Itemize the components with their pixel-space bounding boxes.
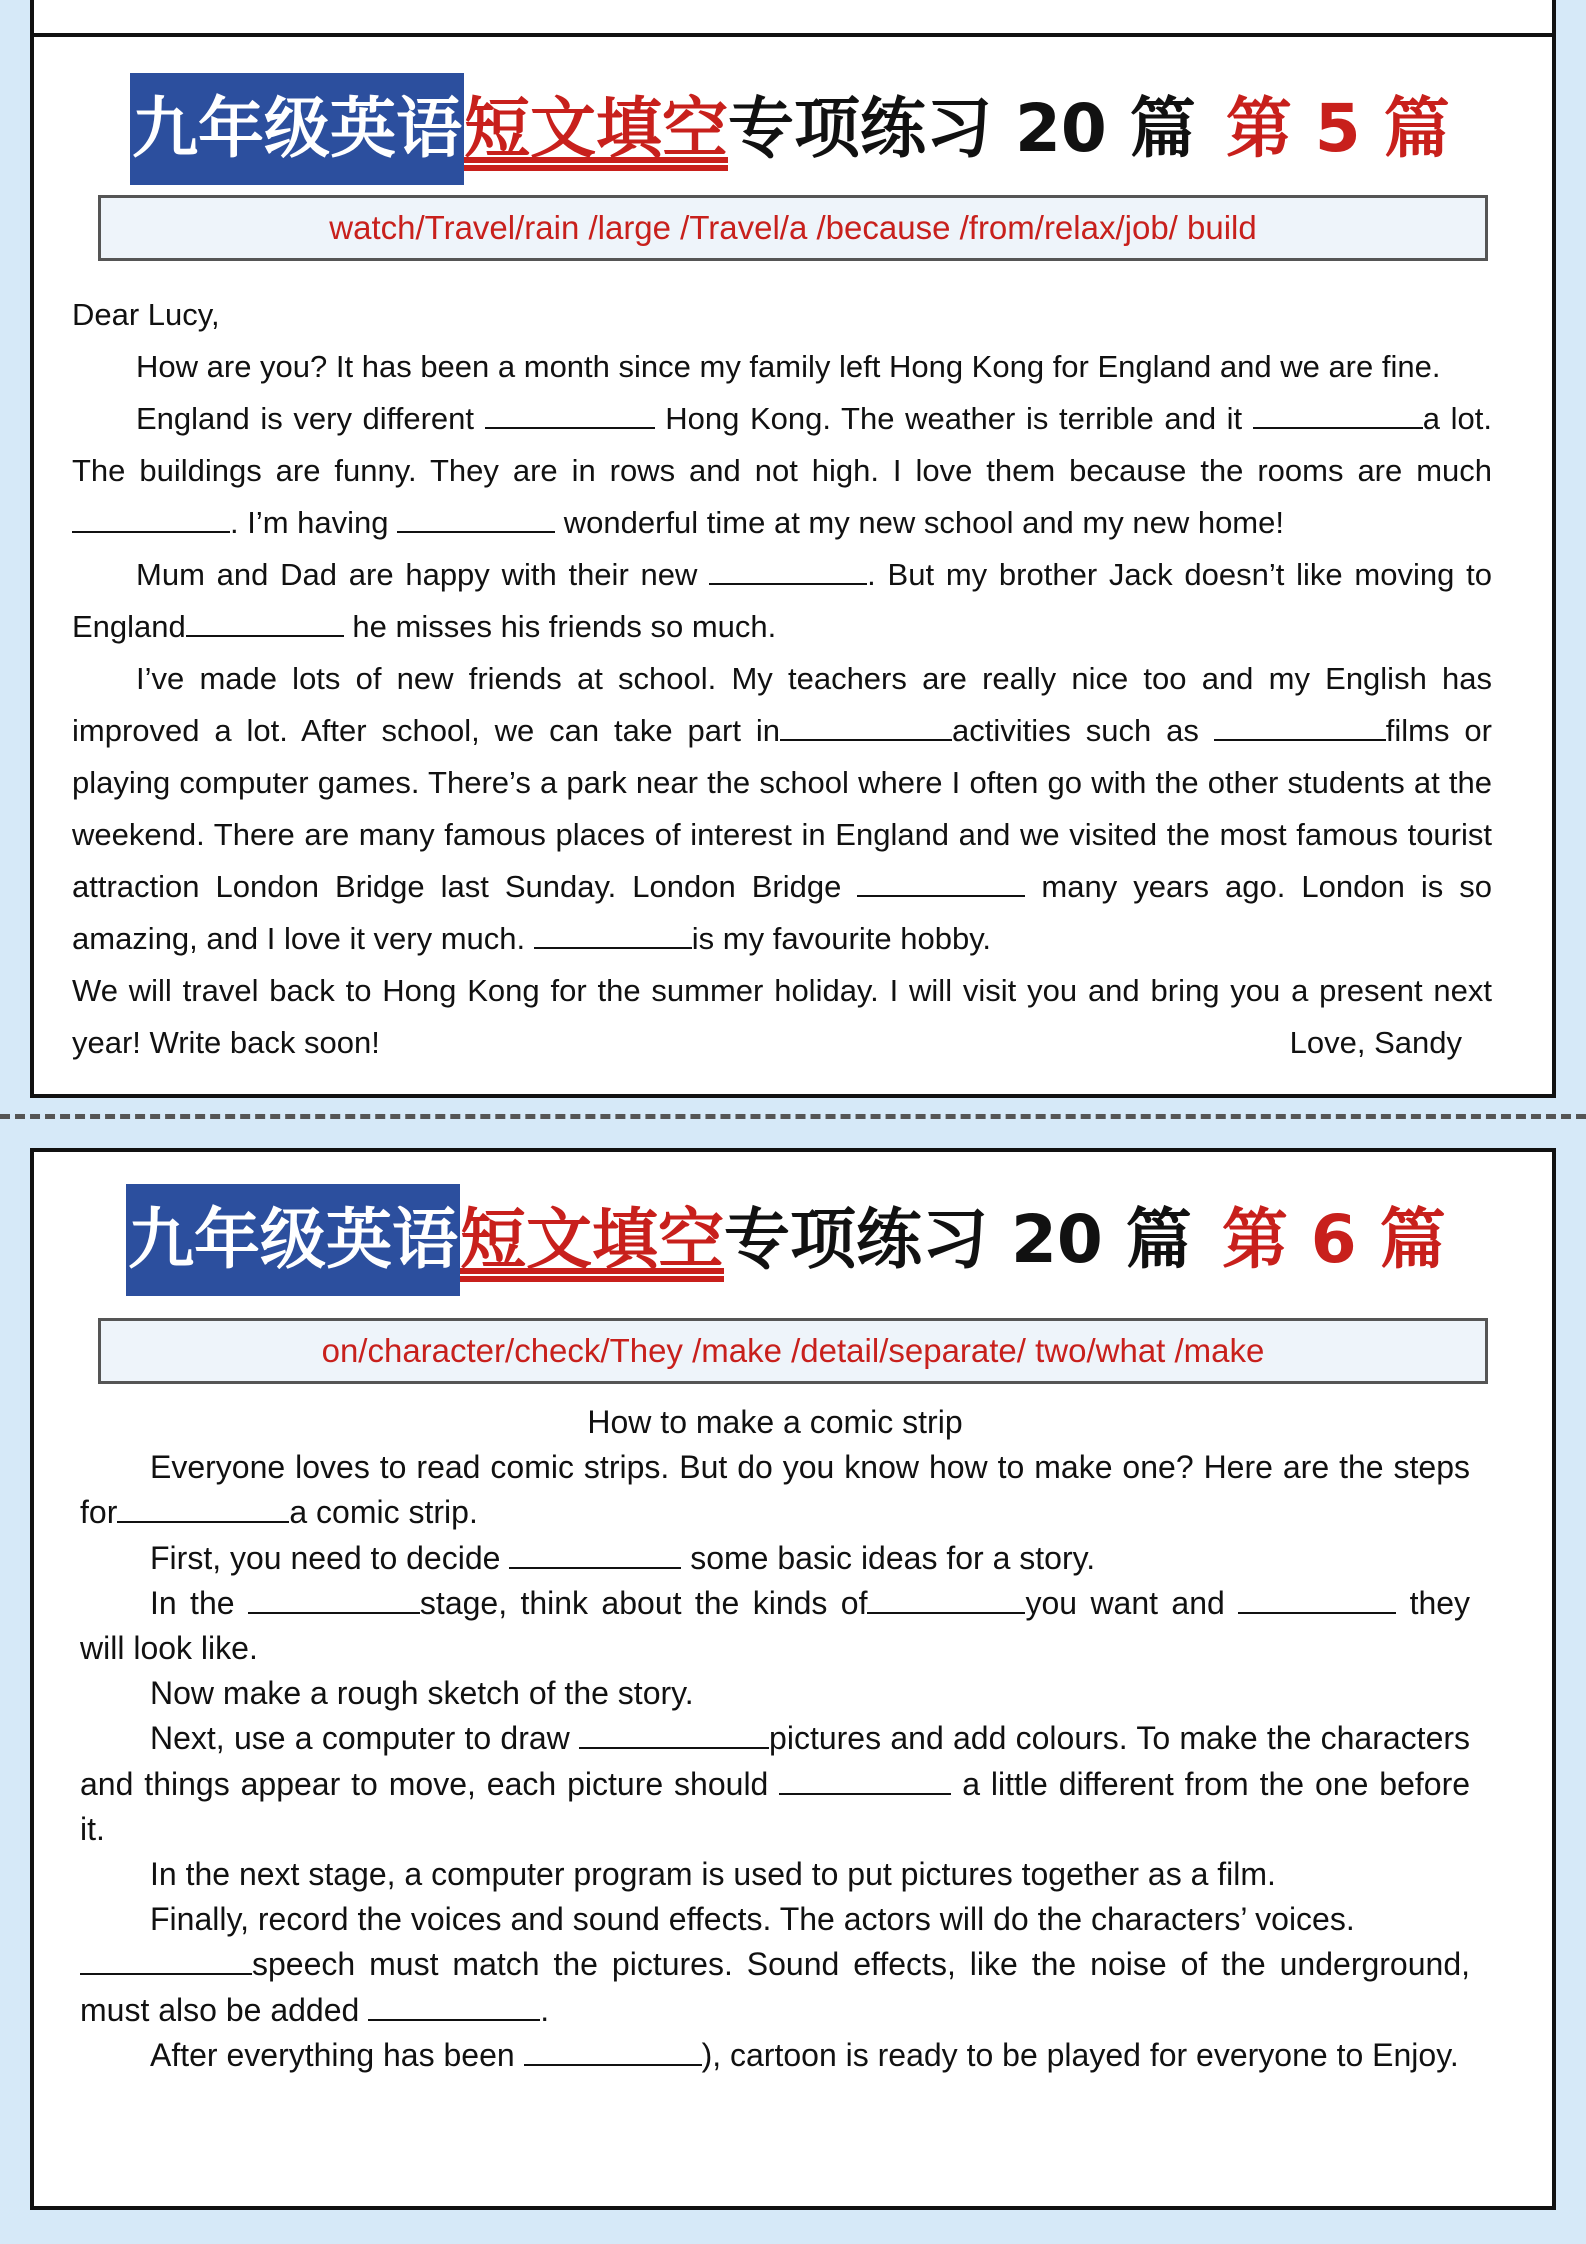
blank-4[interactable] (397, 503, 555, 533)
step-sketch: Now make a rough sketch of the story. (150, 1675, 694, 1712)
blank-8[interactable] (80, 1945, 252, 1975)
title-type: 短文填空 (464, 90, 728, 167)
title-grade: 九年级英语 (130, 73, 464, 185)
article-body (80, 1400, 1470, 2078)
signoff: Love, Sandy (1289, 1025, 1462, 1060)
paragraph-4: I’ve made lots of new friends at school. My teachers are really nice too and my English has improved a lot. After school, we can take part in activities such as films or playing computer games. There’s a park near the school where I often go with the other students at the weekend. There are many famous places of interest in England and we visited the most famous tourist attraction London Bridge last Sunday. London Bridge many years ago. London is so amazing, and I love it very much. is my favourite hobby. (72, 661, 1492, 956)
step-final: After everything has been ), cartoon is ready to be played for everyone to Enjoy. (150, 2036, 1459, 2073)
paragraph-2: England is very different Hong Kong. The weather is terrible and it a lot. The buildings are funny. They are in rows and not high. I love them because the rooms are much . I’m having wonderful time at my new school and my new home! (72, 401, 1493, 540)
page-separator (0, 1114, 1586, 1119)
greeting: Dear Lucy, (72, 297, 220, 332)
step-intro: Everyone loves to read comic strips. But do you know how to make one? Here are the steps for a comic strip. (80, 1449, 1470, 1531)
title-part: 第 5 篇 (1225, 90, 1450, 167)
blank-1[interactable] (485, 399, 655, 429)
paragraph-1: How are you? It has been a month since my family left Hong Kong for England and we are fine. (136, 349, 1441, 384)
blank-5[interactable] (1238, 1584, 1396, 1614)
blank-7[interactable] (779, 1765, 951, 1795)
step-second: In the stage, think about the kinds of you want and they will look like. (80, 1584, 1471, 1667)
title-series: 专项练习 20 篇 (728, 90, 1196, 167)
blank-6[interactable] (579, 1719, 769, 1749)
worksheet-page-5 (30, 33, 1556, 1098)
letter-body (72, 289, 1492, 1069)
paragraph-5: We will travel back to Hong Kong for the summer holiday. I will visit you and bring you a present next year! Write back soon! Love, Sandy (72, 965, 1492, 1069)
page-title-2 (126, 1184, 1506, 1296)
blank-8[interactable] (1214, 711, 1386, 741)
blank-10[interactable] (534, 919, 692, 949)
step-speech: speech must match the pictures. Sound effects, like the noise of the underground, must also be added . (80, 1946, 1470, 2028)
title-grade: 九年级英语 (126, 1184, 460, 1296)
article-heading: How to make a comic strip (587, 1404, 963, 1440)
step-record: Finally, record the voices and sound effects. The actors will do the characters’ voices. (150, 1901, 1355, 1938)
title-part: 第 6 篇 (1221, 1201, 1446, 1278)
blank-2[interactable] (1253, 399, 1423, 429)
blank-5[interactable] (709, 555, 867, 585)
paragraph-3: Mum and Dad are happy with their new . But my brother Jack doesn’t like moving to England he misses his friends so much. (72, 557, 1492, 644)
title-series: 专项练习 20 篇 (724, 1201, 1192, 1278)
blank-6[interactable] (186, 607, 344, 637)
title-type: 短文填空 (460, 1201, 724, 1278)
blank-3[interactable] (72, 503, 230, 533)
blank-9[interactable] (857, 867, 1025, 897)
top-strip (0, 0, 1586, 33)
blank-2[interactable] (509, 1539, 681, 1569)
page-title (130, 73, 1510, 185)
step-first: First, you need to decide some basic ideas for a story. (150, 1539, 1096, 1576)
blank-1[interactable] (117, 1493, 289, 1523)
word-bank-2: on/character/check/They /make /detail/separate/ two/what /make (98, 1318, 1488, 1384)
step-program: In the next stage, a computer program is used to put pictures together as a film. (150, 1856, 1276, 1893)
blank-10[interactable] (524, 2036, 702, 2066)
word-bank: watch/Travel/rain /large /Travel/a /because /from/relax/job/ build (98, 195, 1488, 261)
blank-9[interactable] (368, 1991, 540, 2021)
blank-7[interactable] (780, 711, 952, 741)
blank-3[interactable] (248, 1584, 420, 1614)
blank-4[interactable] (867, 1584, 1025, 1614)
step-draw: Next, use a computer to draw pictures and add colours. To make the characters and things appear to move, each picture should a little different from the one before it. (80, 1720, 1471, 1847)
